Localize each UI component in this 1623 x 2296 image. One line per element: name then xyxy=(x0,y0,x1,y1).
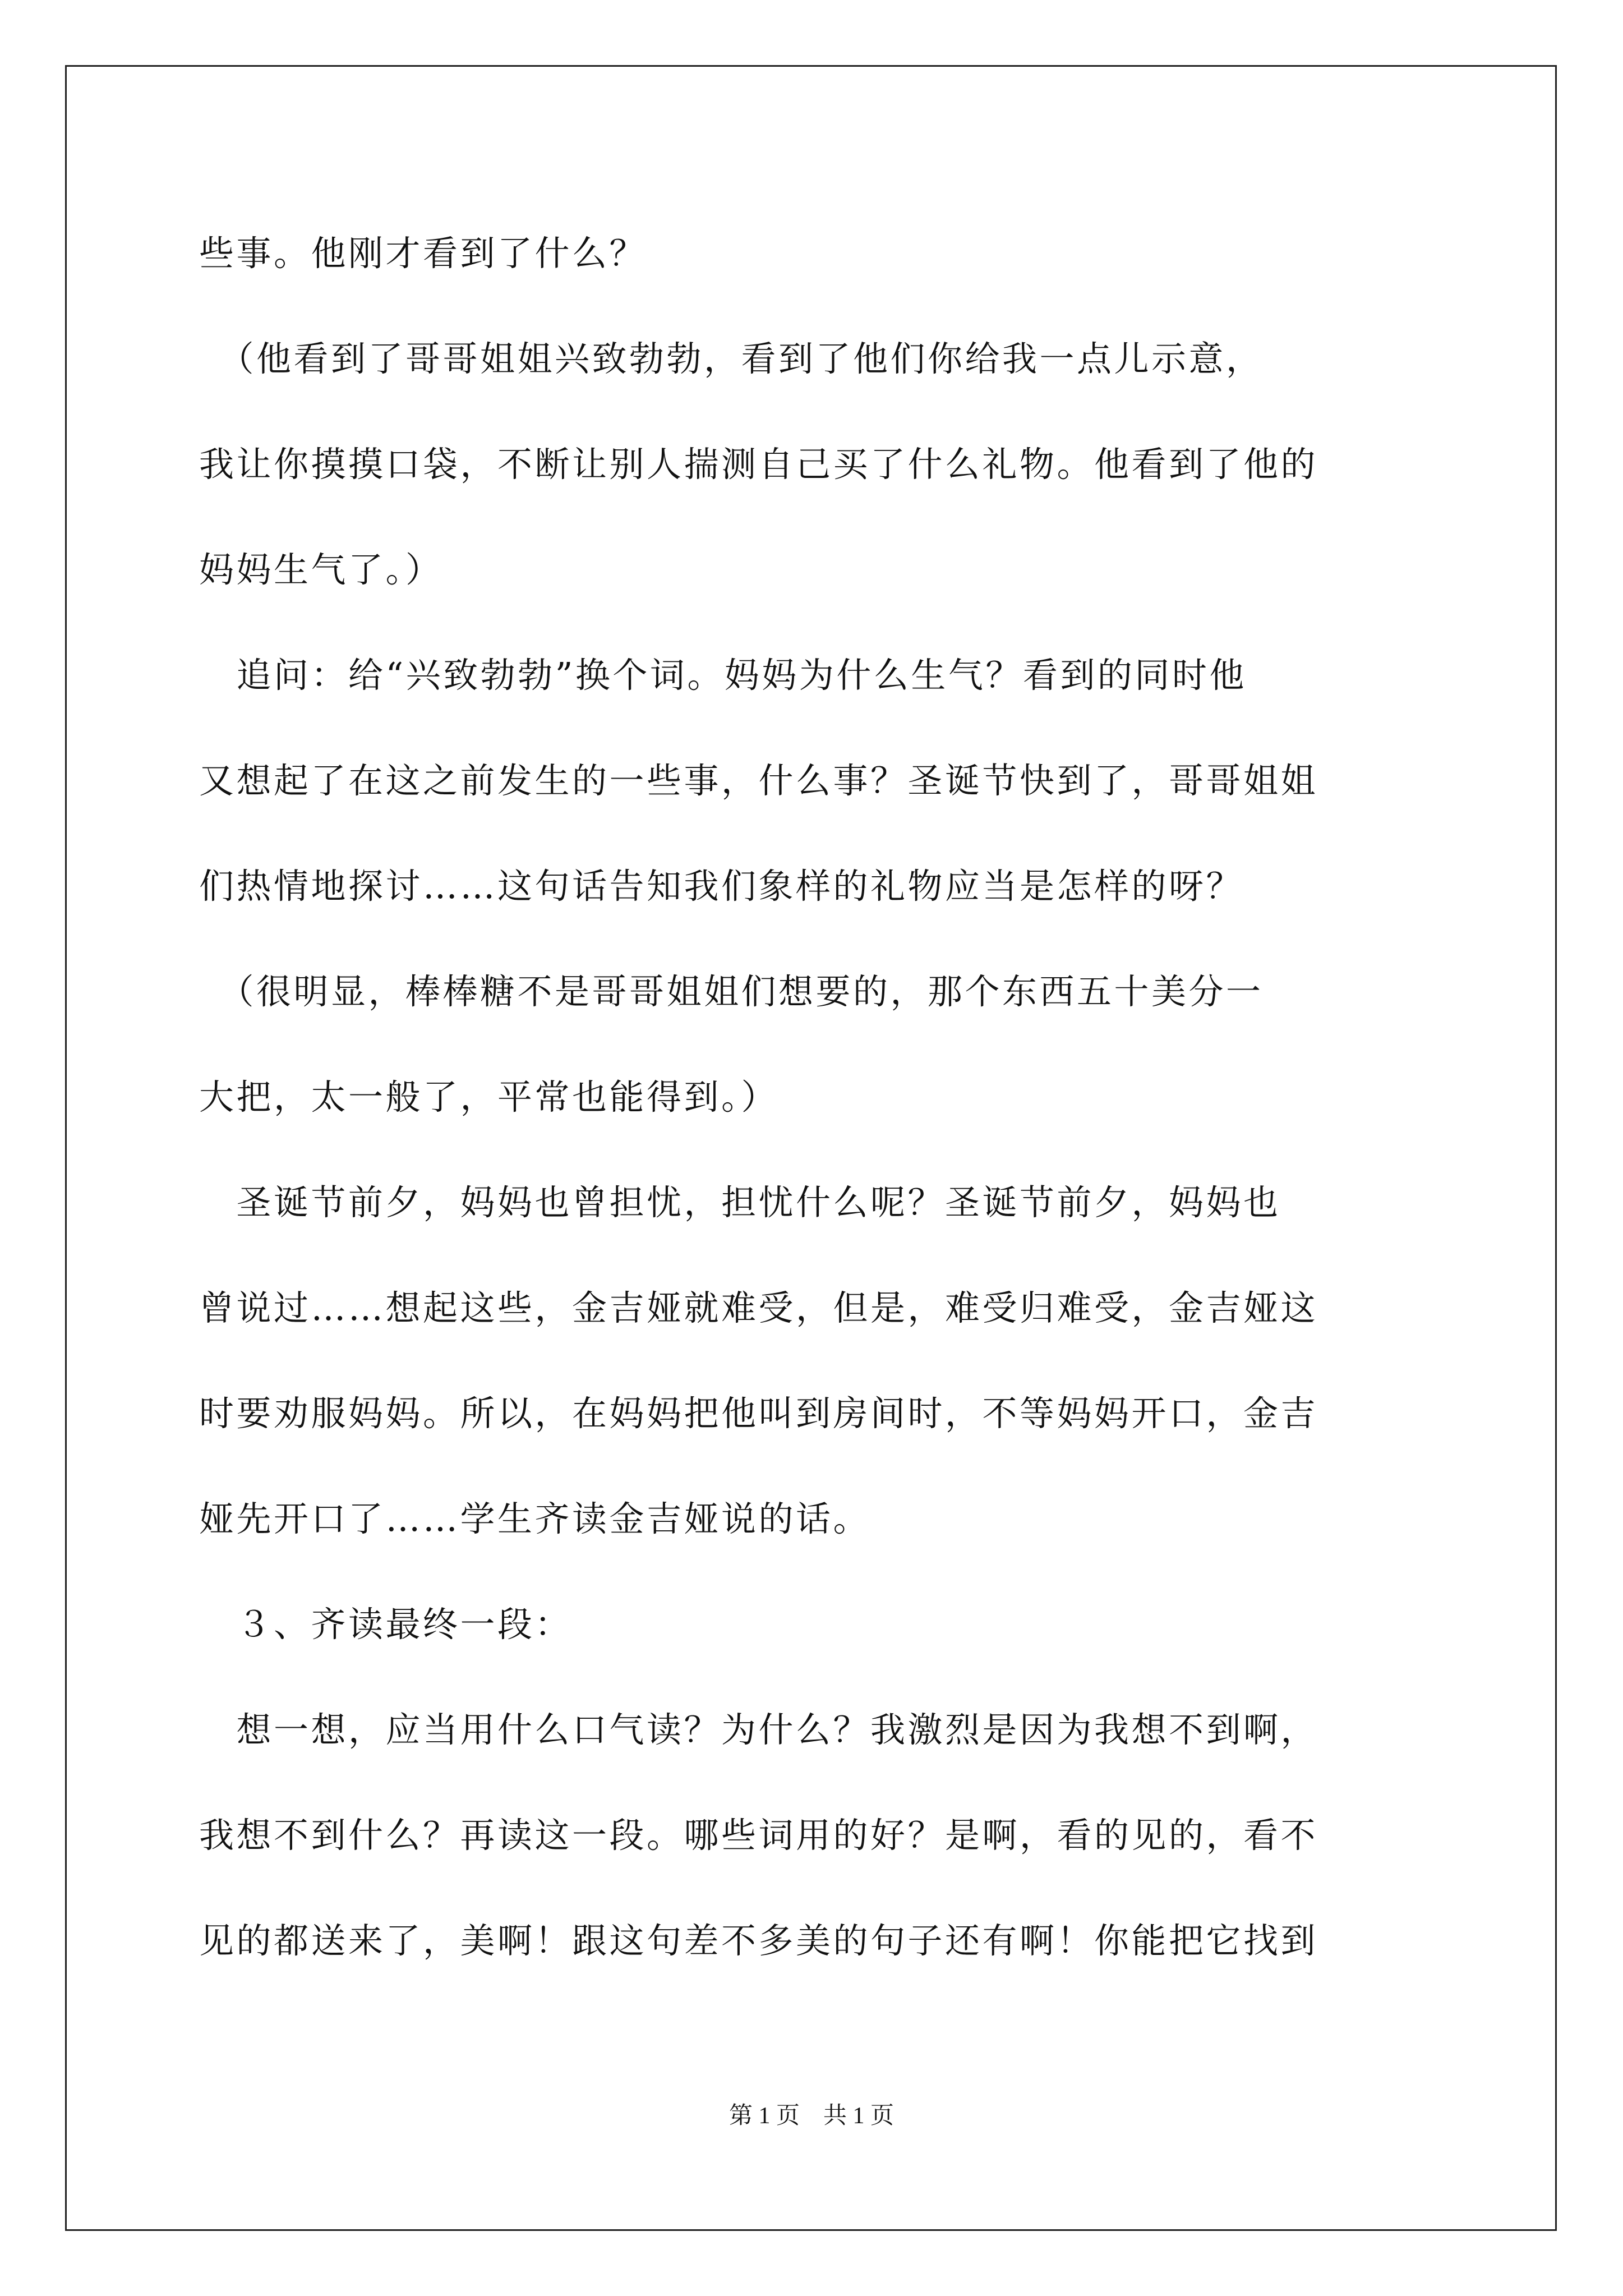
text-line: 我想不到什么？再读这一段。哪些词用的好？是啊，看的见的，看不 xyxy=(199,1815,1318,1856)
text-line: 追问：给“兴致勃勃”换个词。妈妈为什么生气？看到的同时他 xyxy=(199,655,1247,696)
text-line: 大把，太一般了，平常也能得到。） xyxy=(199,1076,779,1117)
text-line: （很明显，棒棒糖不是哥哥姐姐们想要的，那个东西五十美分一 xyxy=(199,971,1264,1012)
document-body xyxy=(199,219,1427,2012)
text-line: 我让你摸摸口袋，不断让别人揣测自己买了什么礼物。他看到了他的 xyxy=(199,444,1318,485)
text-line: 想一想，应当用什么口气读？为什么？我激烈是因为我想不到啊， xyxy=(199,1709,1318,1750)
text-line: ３、齐读最终一段： xyxy=(199,1604,573,1645)
text-line: 曾说过……想起这些，金吉娅就难受，但是，难受归难受，金吉娅这 xyxy=(199,1287,1318,1328)
page-number-label: 第 1 页 共 1 页 xyxy=(728,2103,894,2129)
text-line: 妈妈生气了。） xyxy=(199,549,443,590)
text-line: 们热情地探讨……这句话告知我们象样的礼物应当是怎样的呀？ xyxy=(199,866,1244,907)
text-line: 些事。他刚才看到了什么？ xyxy=(199,233,647,274)
text-line: 时要劝服妈妈。所以，在妈妈把他叫到房间时，不等妈妈开口，金吉 xyxy=(199,1393,1318,1434)
text-line: 娅先开口了……学生齐读金吉娅说的话。 xyxy=(199,1498,871,1539)
text-line: （他看到了哥哥姐姐兴致勃勃，看到了他们你给我一点儿示意， xyxy=(199,338,1264,379)
page-footer xyxy=(0,2099,1623,2133)
text-line: 又想起了在这之前发生的一些事，什么事？圣诞节快到了，哥哥姐姐 xyxy=(199,760,1318,801)
text-line: 圣诞节前夕，妈妈也曾担忧，担忧什么呢？圣诞节前夕，妈妈也 xyxy=(199,1182,1281,1223)
text-line: 见的都送来了，美啊！跟这句差不多美的句子还有啊！你能把它找到 xyxy=(199,1920,1318,1961)
